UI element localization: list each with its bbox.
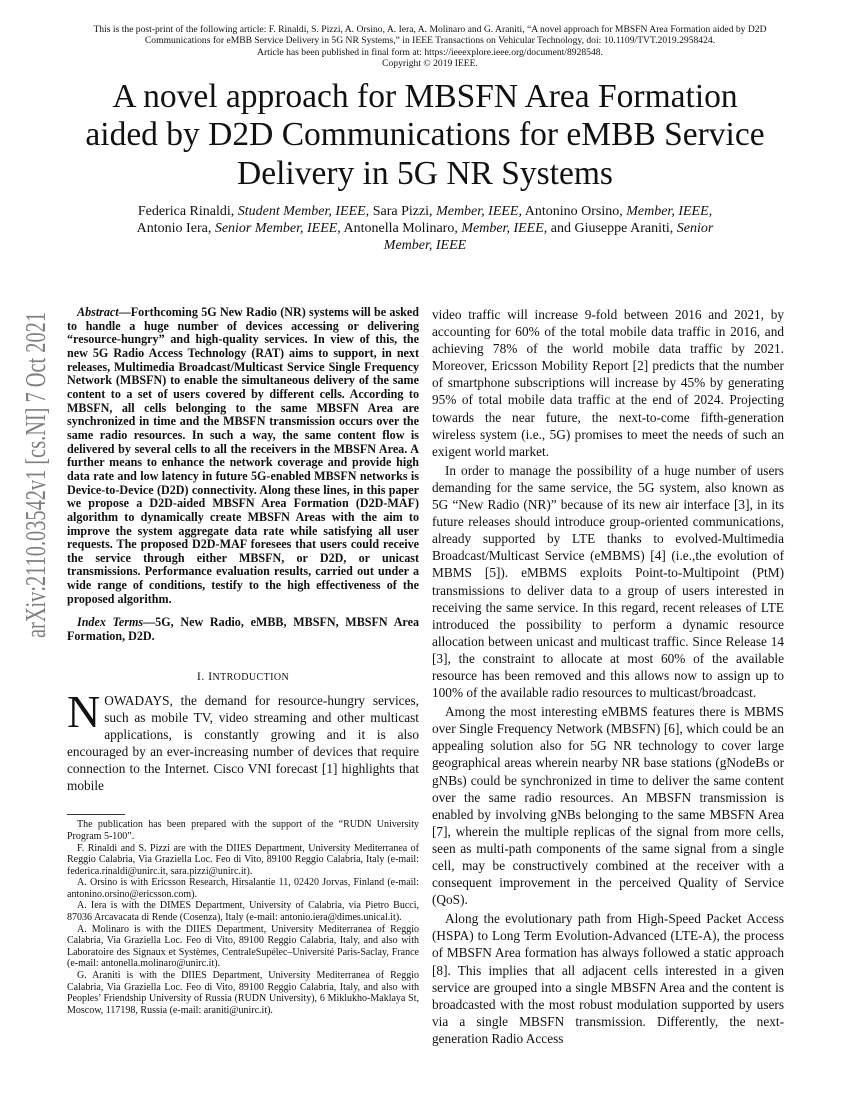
author-list [80, 203, 770, 255]
author-name: Federica Rinaldi, [137, 204, 235, 219]
author-line-2 [80, 220, 770, 237]
footnote: G. Araniti is with the DIIES Department, University Mediterranea of Reggio Calabria, Via Graziella Loc. Feo di Vito, 89100 Reggio Calabria, Italy, and also with Peoples’ Friendship University of Russia (RUDN University), 6 Miklukho-Maklaya St, Moscow, 117198, Russia (e-mail: araniti@unirc.it). [67, 970, 419, 1016]
notice-line-2: Communications for eMBB Service Delivery in 5G NR Systems,” in IEEE Transactions on Vehicular Technology, doi: 10.1109/TVT.2019.2958424. [144, 35, 716, 47]
title-line-1: A novel approach for MBSFN Area Formation [112, 78, 738, 115]
notice-line-3: Article has been published in final form at: https://ieeexplore.ieee.org/document/8928548. [257, 46, 603, 58]
section-title-first-letter: I [208, 668, 213, 683]
abstract-paragraph [67, 306, 419, 606]
right-column [432, 306, 784, 1049]
author-affiliation-role: Member, IEEE, [626, 204, 713, 219]
footnote-divider [67, 814, 125, 815]
footnote: A. Iera is with the DIMES Department, University of Calabria, via Pietro Bucci, 87036 Arcavacata di Rende (Cosenza), Italy (e-mail: antonio.iera@dimes.unical.it). [67, 900, 419, 924]
author-name: Antonino Orsino, [524, 204, 623, 219]
footnote: A. Orsino is with Ericsson Research, Hirsalantie 11, 02420 Jorvas, Finland (e-mail: antonino.orsino@ericsson.com). [67, 877, 419, 900]
abstract-label: Abstract [77, 305, 119, 319]
body-paragraph: In order to manage the possibility of a huge number of users demanding for the same service, the 5G system, also known as 5G “New Radio (NR)” because of its new air interface [3], in its future releases should introduce group-oriented communications, already supported by LTE thanks to evolved-Multimedia Broadcast/Multicast Service (eMBMS) [4] (i.e.,the evolution of MBMS [5]). eMBMS exploits Point-to-Multipoint (PtM) transmissions to deliver data to a group of users interested in receiving the same service. In this regard, recent releases of LTE introduced the possibility to perform a dynamic resource allocation between unicast and multicast traffic. Since Release 14 [3], the constraint to allocate at most 60% of the available resource has been removed and this allows now to assign up to 100% of the available radio resources to multicast/broadcast. [432, 462, 784, 701]
author-line-1 [80, 203, 770, 220]
author-name: Antonella Molinaro, [343, 221, 458, 237]
author-affiliation-role: Member, IEEE [383, 238, 467, 254]
index-terms [67, 616, 419, 643]
author-name: Antonio Iera, [136, 221, 212, 237]
footnote: The publication has been prepared with the support of the “RUDN University Program 5-100”. [67, 819, 419, 842]
intro-text: , the demand for resource-hungry services, such as mobile TV, video streaming and other multicast applications, is constantly growing and it is also encouraged by an ever-increasing number of devices that require connection to the Internet. Cisco VNI forecast [1] highlights that mobile [67, 692, 419, 794]
index-terms-label: Index Terms [77, 615, 144, 630]
title-line-3: Delivery in 5G NR Systems [237, 154, 613, 192]
title-line-2: aided by D2D Communications for eMBB Service [85, 116, 765, 154]
left-column [67, 306, 419, 1016]
author-name: and Giuseppe Araniti, [550, 221, 674, 237]
notice-line-4: Copyright © 2019 IEEE. [382, 58, 478, 70]
author-affiliation-role: Member, IEEE, [461, 221, 548, 237]
author-affiliation-role: Member, IEEE, [436, 204, 522, 219]
section-numeral: I. [196, 668, 205, 683]
paper-title [55, 78, 795, 193]
index-terms-text: —5G, New Radio, eMBB, MBSFN, MBSFN Area Formation, D2D. [67, 615, 419, 644]
section-heading-introduction [67, 669, 419, 684]
author-affiliation-role: Senior Member, IEEE, [214, 221, 341, 237]
footnotes [67, 819, 419, 1016]
footnote: A. Molinaro is with the DIIES Department, University Mediterranea of Reggio Calabria, Via Graziella Loc. Feo di Vito, 89100 Reggio Calabria, Italy, and also with Laboratoire des Signaux et Systèmes, CentraleSupélec–Université Paris-Saclay, France (e-mail: antonella.molinaro@unirc.it). [67, 923, 419, 970]
abstract-text: —Forthcoming 5G New Radio (NR) systems will be asked to handle a huge number of devices accessing or delivering “resource-hungry” and high-quality services. In view of this, the new 5G Radio Access Technology (RAT) aims to support, in next releases, Multimedia Broadcast/Multicast Service Single Frequency Network (MBSFN) to enable the simultaneous delivery of the same content to a set of users covered by different cells. According to MBSFN, all cells belonging to the same MBSFN Area are synchronized in time and the MBSFN transmission occurs over the same radio resources. In such a way, the same content flow is delivered by several cells to all the receivers in the MBSFN Area. A further means to enhance the network coverage and provide high data rate and low latency in future 5G-enabled MBSFN networks is Device-to-Device (D2D) connectivity. Along these lines, in this paper we propose a D2D-aided MBSFN Area Formation (D2D-MAF) algorithm to dynamically create MBSFN Areas with the aim to improve the system aggregate data rate while satisfying all user requests. The proposed D2D-MAF foresees that users could receive the service through either MBSFN, or D2D, or unicast transmissions. Performance evaluation results, carried out under a wide range of conditions, testify to the high effectiveness of the proposed algorithm. [67, 305, 419, 606]
arxiv-identifier-stamp [15, 310, 52, 640]
publication-notice [60, 24, 800, 70]
notice-line-1: This is the post-print of the following article: F. Rinaldi, S. Pizzi, A. Orsino, A. Iera, A. Molinaro and G. Araniti, “A novel approach for MBSFN Area Formation aided by D2D [93, 24, 767, 35]
drop-cap: N [67, 685, 101, 737]
body-paragraph: Among the most interesting eMBMS features there is MBMS over Single Frequency Network (MBSFN) [6], which could be an appealing solution also for 5G NR technology to cover large geographical areas wherein nearby NR base stations (gNodeBs or gNBs) could be synchronized in time to deliver the same content over the same radio resources. An MBSFN transmission is enabled by involving gNBs belonging to the same MBSFN Area [7], wherein the multiple replicas of the signal from more cells, seen as multi-path components of the same signal from a single cell, may be constructively combined at the receiver with a consequent improvement in the perceived Quality of Service (QoS). [432, 704, 784, 908]
body-paragraph: Along the evolutionary path from High-Speed Packet Access (HSPA) to Long Term Evolution-Advanced (LTE-A), the process of MBSFN Area formation has always followed a static approach [8]. This implies that all adjacent cells interested in a given service are grouped into a single MBSFN Area and the content is broadcasted with the most robust modulation supported by users via a single MBSFN transmission. Differently, the next-generation Radio Access [432, 911, 784, 1046]
arxiv-stamp-svg [15, 310, 52, 640]
intro-lead-word: OWADAYS [104, 692, 170, 708]
footnote: F. Rinaldi and S. Pizzi are with the DIIES Department, University Mediterranea of Reggio Calabria, Via Graziella Loc. Feo di Vito, 89100 Reggio Calabria, Italy (e-mail: federica.rinaldi@unirc.it, sara.pizzi@unirc.it). [67, 842, 419, 877]
author-affiliation-role: Senior [676, 221, 714, 237]
section-title-rest: NTRODUCTION [212, 671, 290, 683]
arxiv-stamp-text: arXiv:2110.03542v1 [cs.NI] 7 Oct 2021 [21, 310, 52, 638]
author-line-3 [80, 237, 770, 254]
abstract [67, 306, 419, 606]
author-name: Sara Pizzi, [372, 204, 433, 219]
intro-paragraph [67, 685, 419, 795]
body-paragraph: video traffic will increase 9-fold between 2016 and 2021, by accounting for 60% of the total mobile data traffic in 2016, and achieving 78% of the world mobile data traffic by 2021. Moreover, Ericsson Mobility Report [2] predicts that the number of smartphone subscriptions will increase by 45% by generating 95% of total mobile data traffic at the end of 2024. Projecting towards the near future, the next-to-come fifth-generation wireless system (i.e., 5G) promises to meet the needs of such an exigent world market. [432, 307, 784, 459]
author-affiliation-role: Student Member, IEEE, [237, 204, 370, 219]
